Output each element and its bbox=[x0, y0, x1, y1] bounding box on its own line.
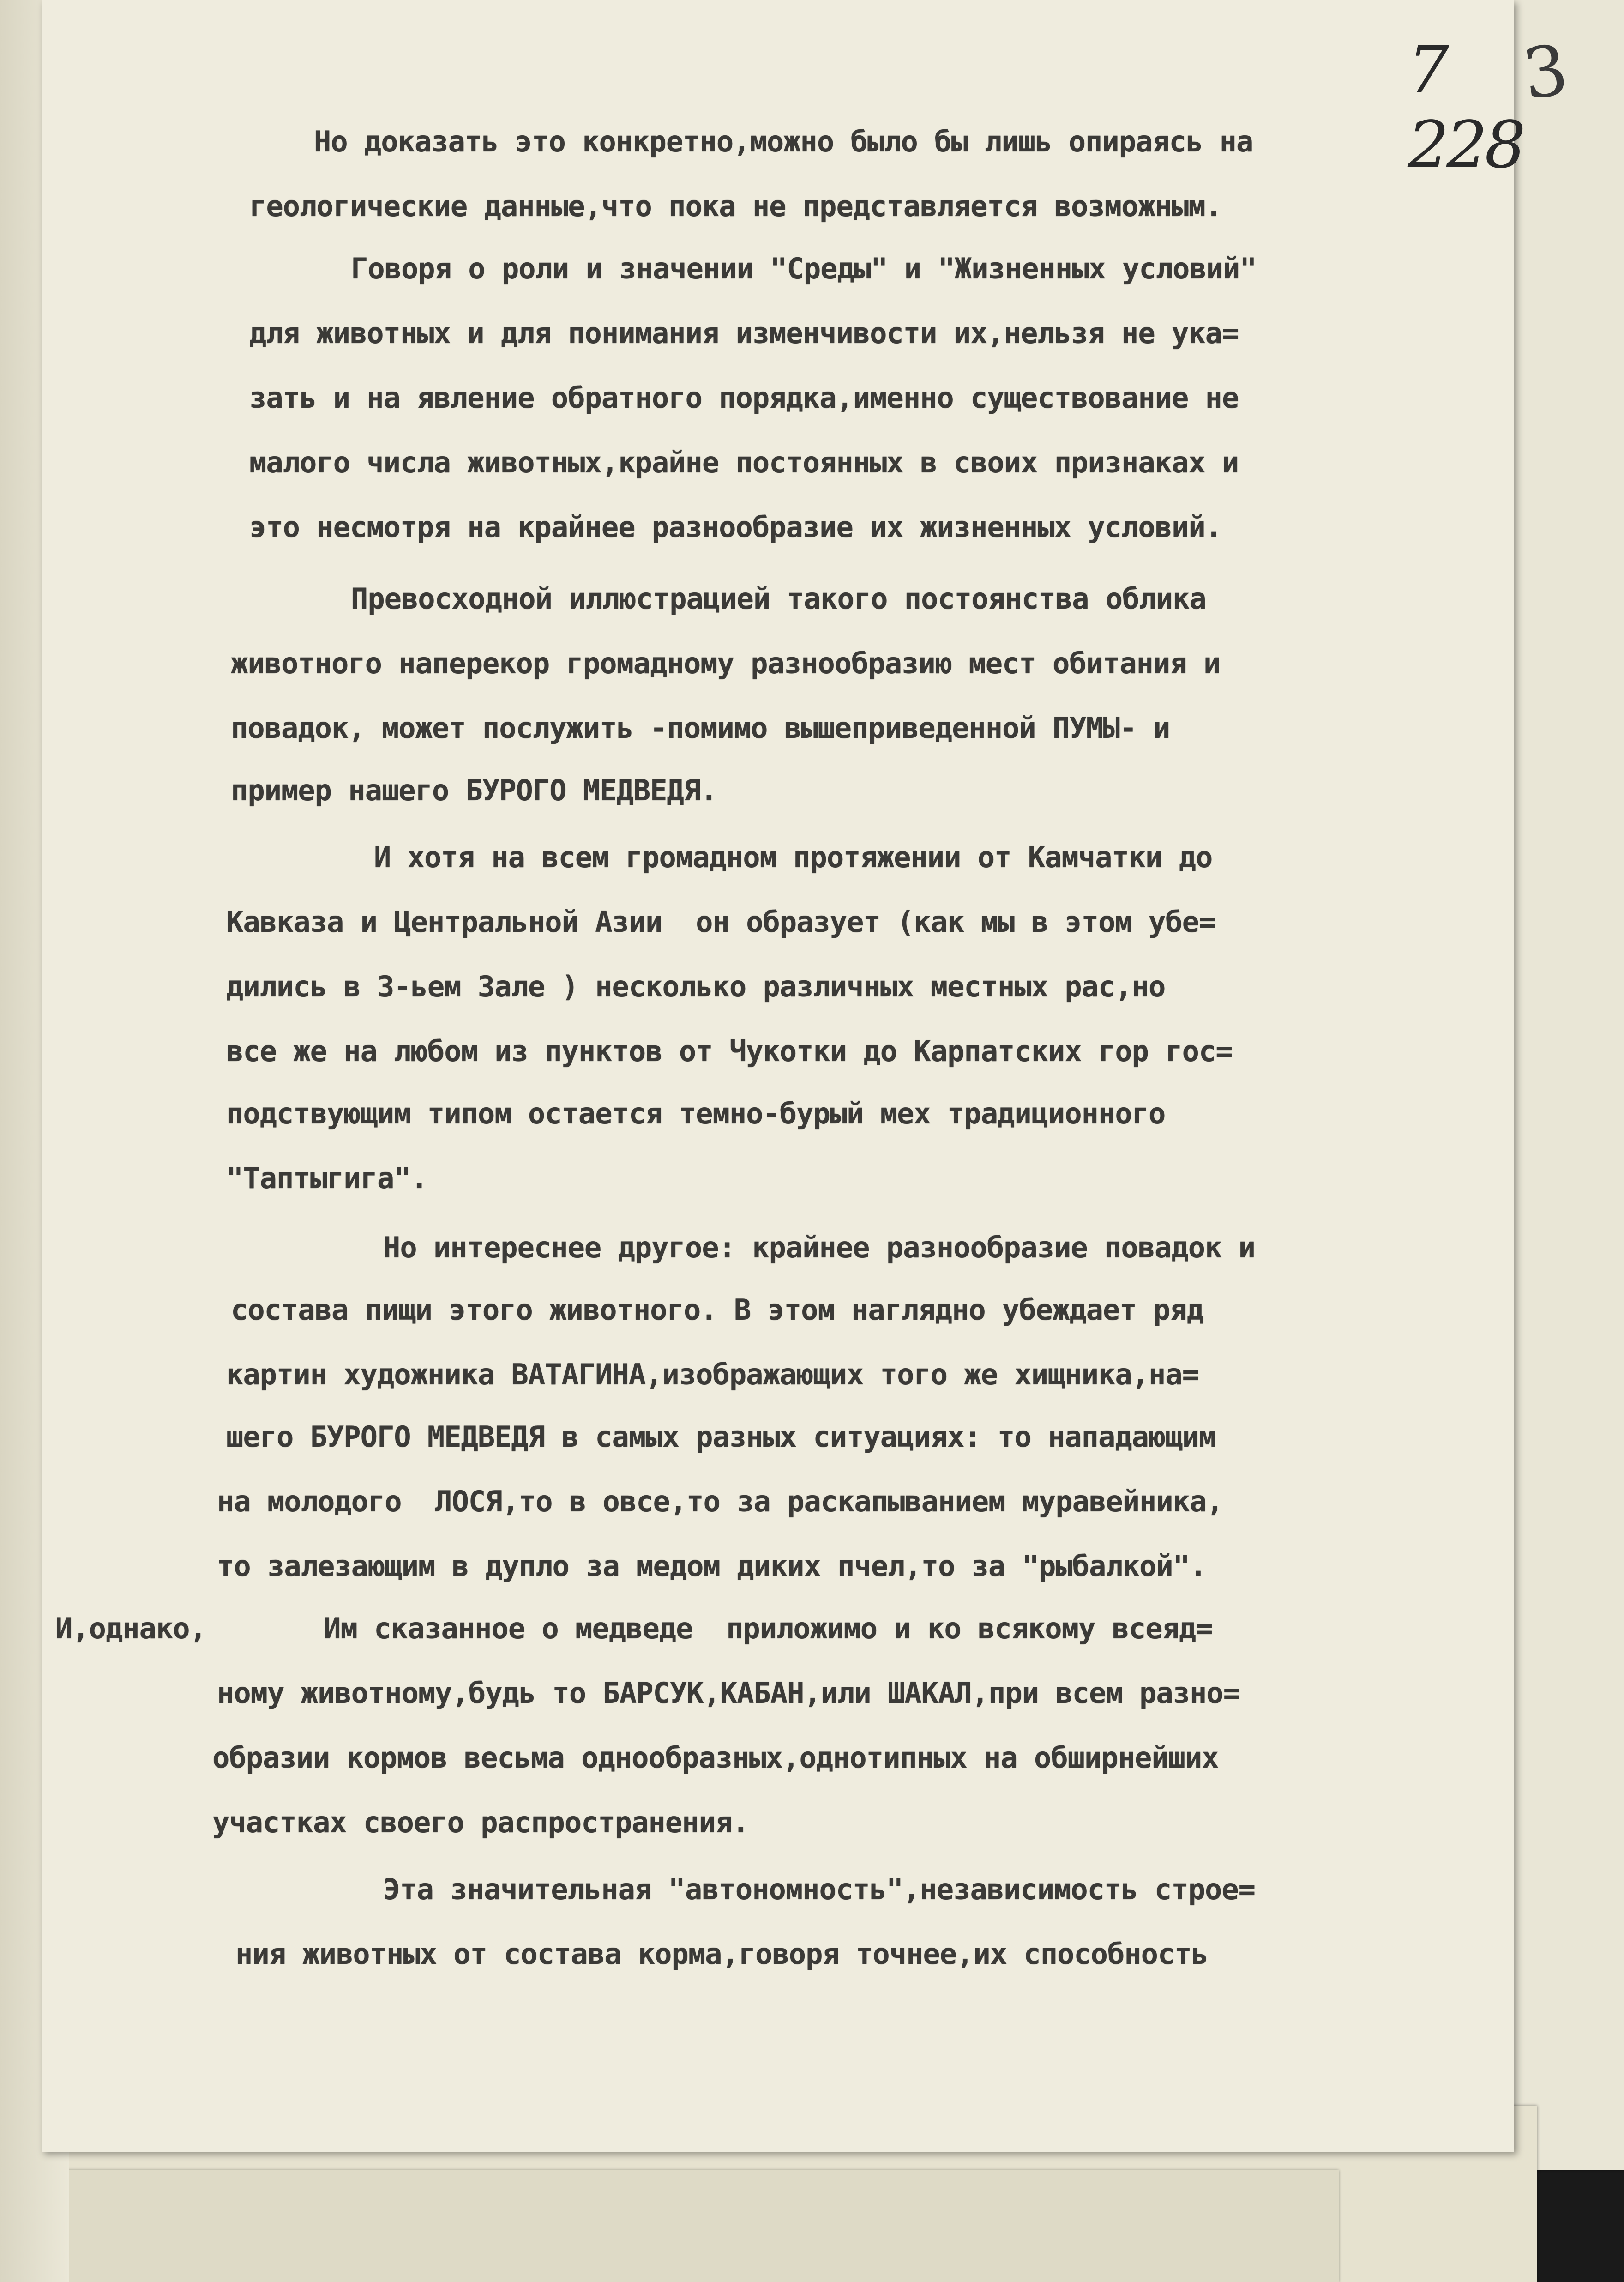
underlying-sheet-bottom-lower bbox=[0, 2170, 1339, 2282]
text-line: подствующим типом остается темно-бурый мех традиционного bbox=[226, 1097, 1166, 1130]
text-line: дились в 3-ьем Зале ) несколько различных местных рас,но bbox=[226, 970, 1166, 1003]
text-line: малого числа животных,крайне постоянных в своих признаках и bbox=[249, 446, 1239, 479]
text-line: картин художника ВАТАГИНА,изображающих того же хищника,на= bbox=[226, 1358, 1199, 1391]
text-line: ния животных от состава корма,говоря точнее,их способность bbox=[235, 1937, 1208, 1971]
text-line: ному животному,будь то БАРСУК,КАБАН,или ШАКАЛ,при всем разно= bbox=[217, 1676, 1240, 1710]
text-line: шего БУРОГО МЕДВЕДЯ в самых разных ситуациях: то нападающим bbox=[226, 1420, 1216, 1454]
text-line: "Таптыгига". bbox=[226, 1161, 427, 1195]
text-line: пример нашего БУРОГО МЕДВЕДЯ. bbox=[231, 773, 717, 807]
text-line: зать и на явление обратного порядка,именно существование не bbox=[249, 381, 1239, 415]
text-line: Но доказать это конкретно,можно было бы лишь опираясь на bbox=[314, 125, 1253, 158]
typed-text-body bbox=[42, 0, 1514, 2152]
text-line: геологические данные,что пока не представляется возможным. bbox=[249, 189, 1222, 223]
text-line: Превосходной иллюстрацией такого постоянства облика bbox=[351, 582, 1206, 616]
margin-mark: 3 bbox=[1518, 30, 1573, 115]
text-line: Эта значительная "автономность",независимость строе= bbox=[383, 1872, 1256, 1906]
text-line: это несмотря на крайнее разнообразие их жизненных условий. bbox=[249, 510, 1222, 544]
text-line: образии кормов весьма однообразных,однотипных на обширнейших bbox=[212, 1741, 1219, 1775]
text-line: участках своего распространения. bbox=[212, 1805, 749, 1839]
text-line: И хотя на всем громадном протяжении от Камчатки до bbox=[374, 840, 1213, 874]
text-line: состава пищи этого животного. В этом наглядно убеждает ряд bbox=[231, 1293, 1203, 1327]
text-line: повадок, может послужить -помимо вышеприведенной ПУМЫ- и bbox=[231, 711, 1170, 745]
text-line: на молодого ЛОСЯ,то в овсе,то за раскапыванием муравейника, bbox=[217, 1485, 1223, 1518]
text-line: Но интереснее другое: крайнее разнообразие повадок и bbox=[383, 1231, 1256, 1264]
text-line: животного наперекор громадному разнообразию мест обитания и bbox=[231, 646, 1221, 680]
underlying-sheet-right bbox=[1496, 0, 1624, 2170]
text-line: И,однако, Им сказанное о медведе приложимо и ко всякому всеяд= bbox=[55, 1612, 1213, 1645]
text-line: Говоря о роли и значении "Среды" и "Жизненных условий" bbox=[351, 252, 1257, 285]
text-line: для животных и для понимания изменчивости их,нельзя не ука= bbox=[249, 316, 1239, 350]
text-line: все же на любом из пунктов от Чукотки до Карпатских гор гос= bbox=[226, 1034, 1233, 1068]
page-number: 7 228 bbox=[1408, 32, 1523, 183]
typed-page bbox=[42, 0, 1523, 2152]
text-line: Кавказа и Центральной Азии он образует (как мы в этом убе= bbox=[226, 905, 1216, 939]
text-line: то залезающим в дупло за медом диких пчел,то за "рыбалкой". bbox=[217, 1549, 1207, 1583]
